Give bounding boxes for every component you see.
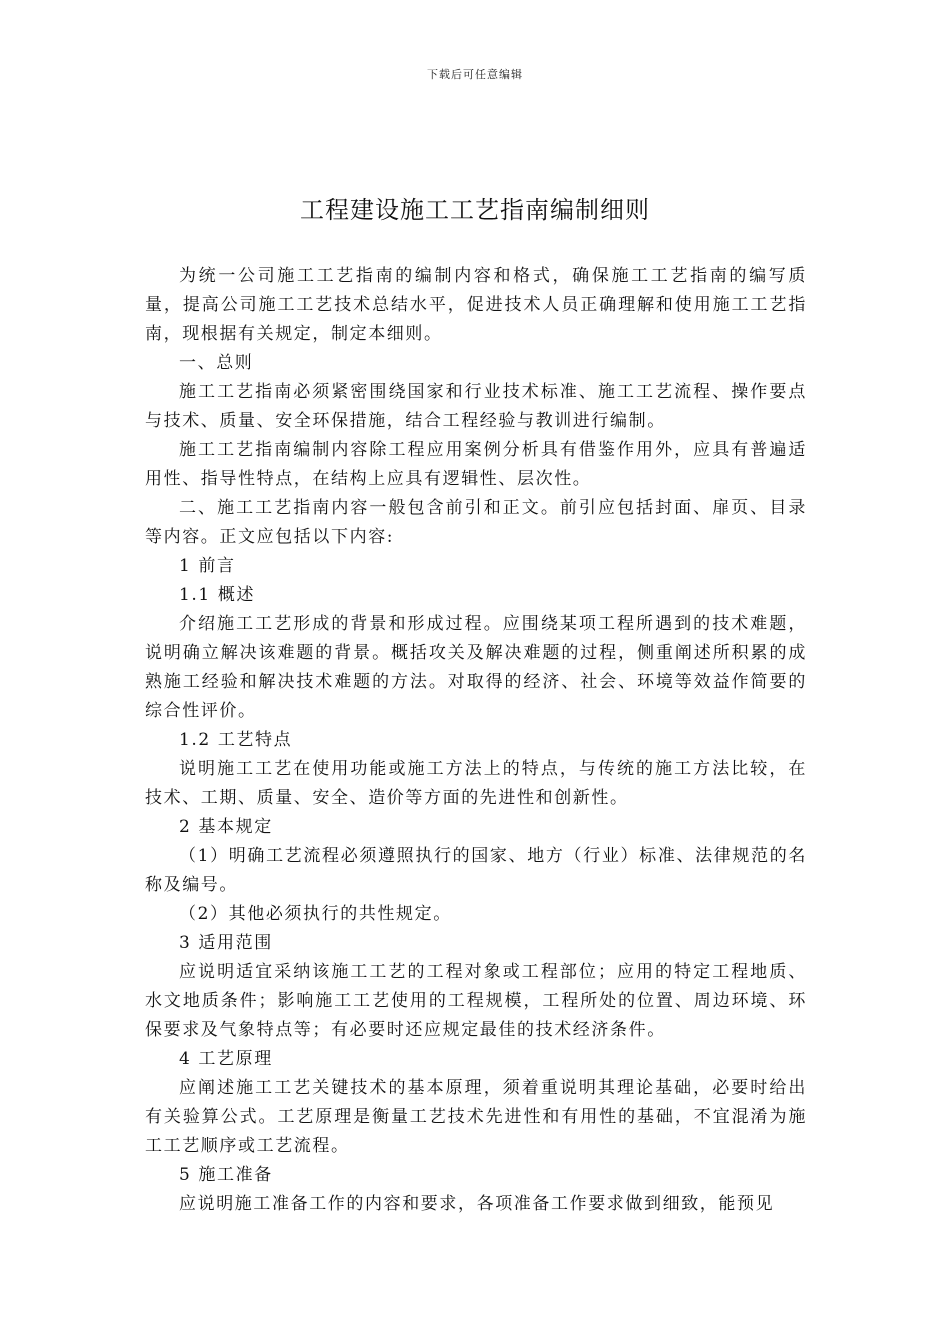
section-heading-content: 二、施工工艺指南内容一般包含前引和正文。前引应包括封面、扉页、目录等内容。正文应包括以下内容:: [145, 498, 807, 547]
page-header: 下载后可任意编辑: [427, 68, 523, 81]
basic-rule-2: （2）其他必须执行的共性规定。: [179, 904, 452, 924]
principle-paragraph: 应阐述施工工艺关键技术的基本原理，须着重说明其理论基础，必要时给出有关验算公式。工艺原理是衡量工艺技术先进性和有用性的基础，不宜混淆为施工工艺顺序或工艺流程。: [145, 1078, 807, 1156]
heading-preface: 1 前言: [179, 556, 236, 576]
intro-paragraph: 为统一公司施工工艺指南的编制内容和格式，确保施工工艺指南的编写质量，提高公司施工工艺技术总结水平，促进技术人员正确理解和使用施工工艺指南，现根据有关规定，制定本细则。: [145, 266, 807, 344]
heading-scope: 3 适用范围: [179, 933, 273, 953]
general-paragraph-1: 施工工艺指南必须紧密围绕国家和行业技术标准、施工工艺流程、操作要点与技术、质量、安全环保措施，结合工程经验与教训进行编制。: [145, 382, 807, 431]
heading-process-features: 1.2 工艺特点: [179, 730, 293, 750]
overview-paragraph: 介绍施工工艺形成的背景和形成过程。应围绕某项工程所遇到的技术难题，说明确立解决该难题的背景。概括攻关及解决难题的过程，侧重阐述所积累的成熟施工经验和解决技术难题的方法。对取得的经济、社会、环境等效益作简要的综合性评价。: [145, 614, 807, 721]
heading-principle: 4 工艺原理: [179, 1049, 273, 1069]
heading-preparation: 5 施工准备: [179, 1165, 273, 1185]
section-heading-general: 一、总则: [179, 353, 254, 373]
general-paragraph-2: 施工工艺指南编制内容除工程应用案例分析具有借鉴作用外，应具有普遍适用性、指导性特点，在结构上应具有逻辑性、层次性。: [145, 440, 807, 489]
basic-rule-1: （1）明确工艺流程必须遵照执行的国家、地方（行业）标准、法律规范的名称及编号。: [145, 846, 807, 895]
document-title: 工程建设施工工艺指南编制细则: [300, 196, 650, 224]
heading-basic-rules: 2 基本规定: [179, 817, 273, 837]
process-features-paragraph: 说明施工工艺在使用功能或施工方法上的特点，与传统的施工方法比较，在技术、工期、质量、安全、造价等方面的先进性和创新性。: [145, 759, 807, 808]
scope-paragraph: 应说明适宜采纳该施工工艺的工程对象或工程部位；应用的特定工程地质、水文地质条件；影响施工工艺使用的工程规模，工程所处的位置、周边环境、环保要求及气象特点等；有必要时还应规定最佳的技术经济条件。: [145, 962, 807, 1040]
heading-overview: 1.1 概述: [179, 585, 256, 605]
preparation-paragraph: 应说明施工准备工作的内容和要求，各项准备工作要求做到细致，能预见: [179, 1194, 775, 1214]
document-body: [145, 262, 807, 1219]
